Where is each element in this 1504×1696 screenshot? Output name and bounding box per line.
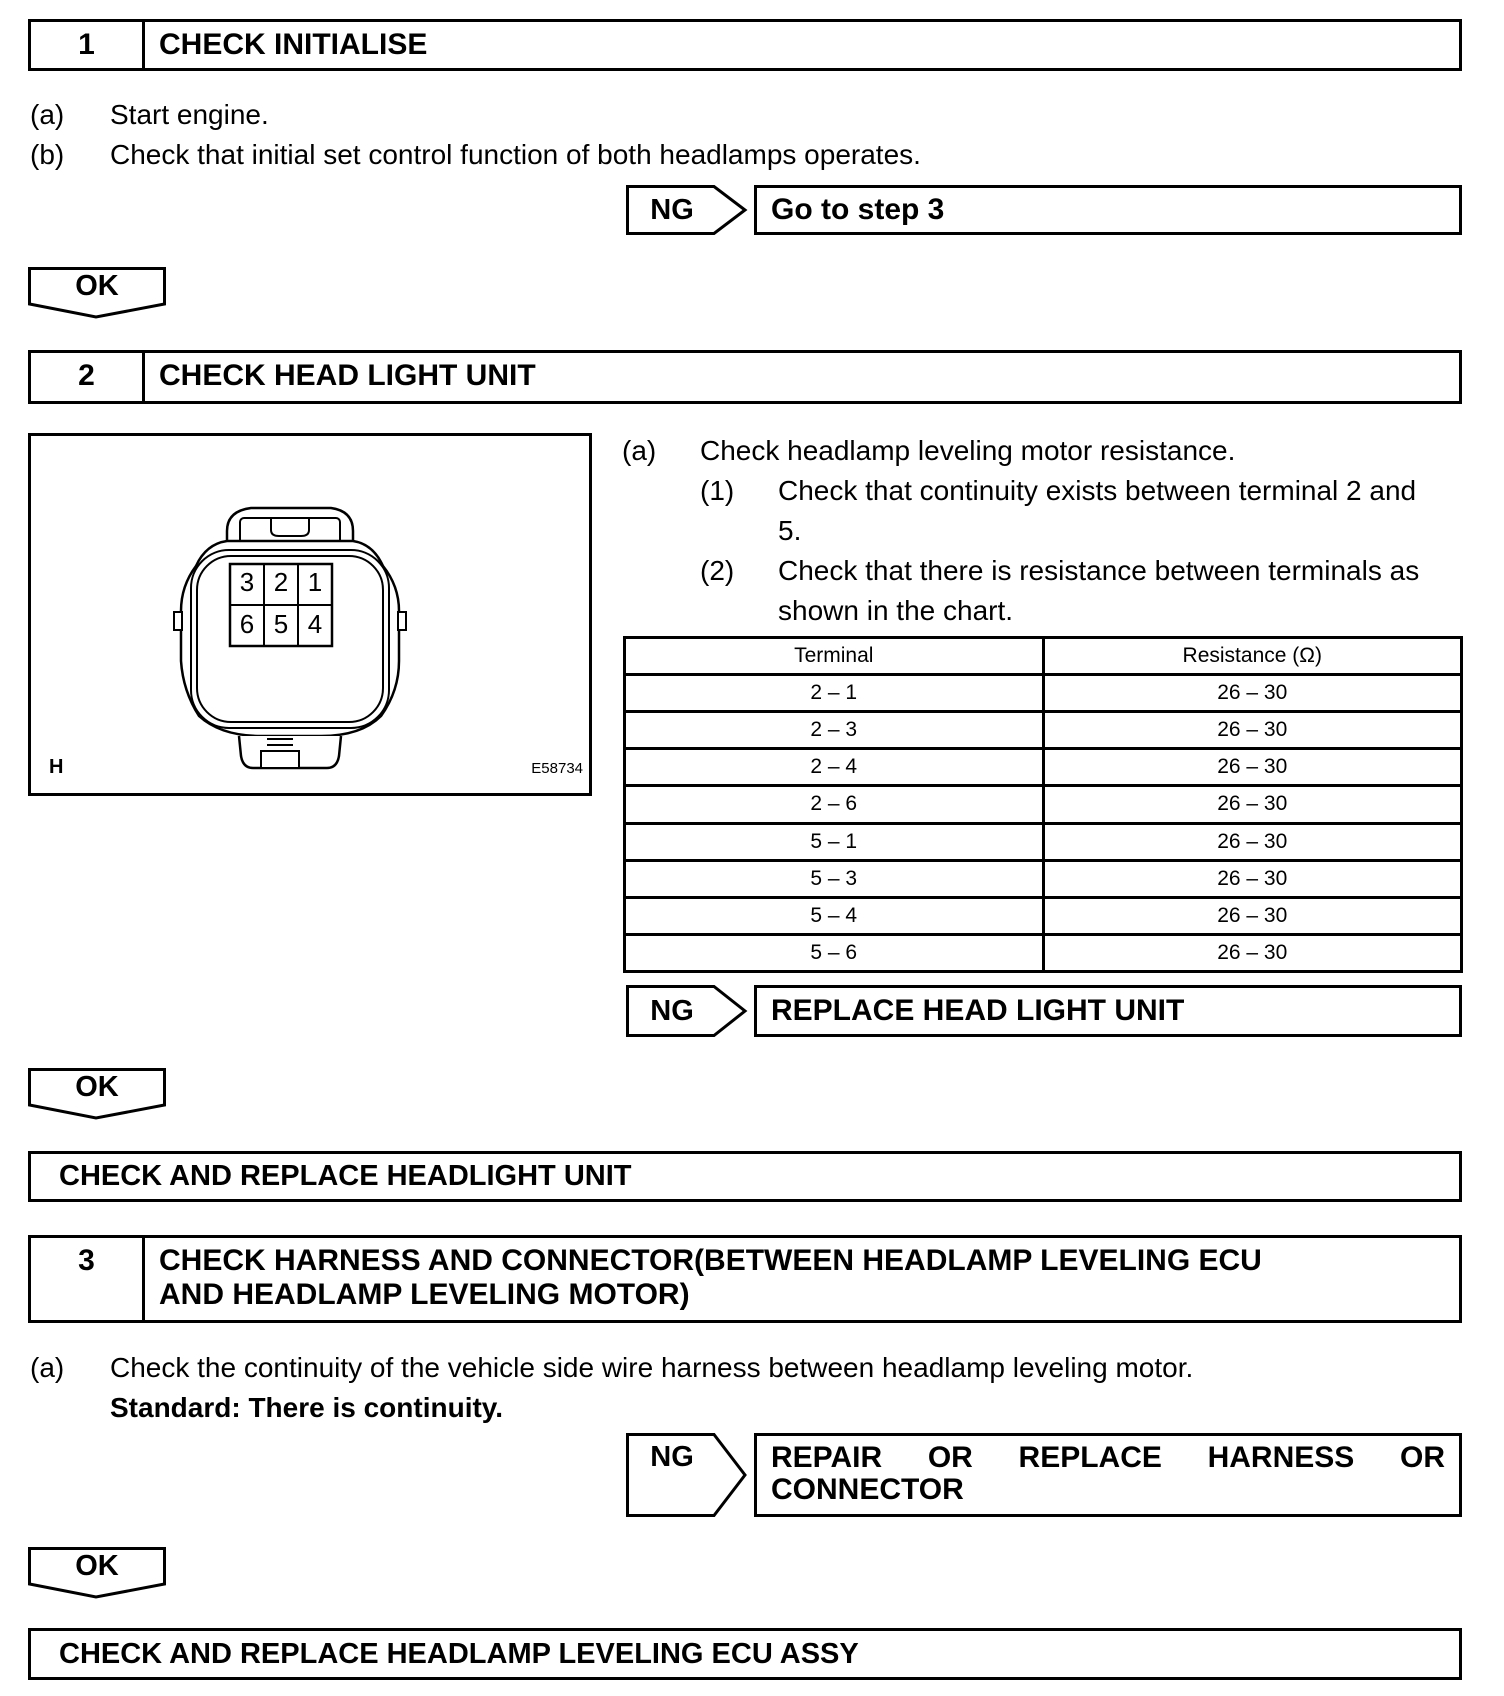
table-row (625, 786, 1462, 823)
ng-label: NG (650, 193, 694, 226)
substep-text: 5. (778, 515, 802, 546)
standard-text: Standard: There is continuity. (110, 1392, 504, 1423)
terminal-cell: 2 – 3 (625, 712, 1044, 749)
resistance-cell: 26 – 30 (1043, 934, 1462, 971)
step-2-header (28, 350, 1462, 404)
substep-text: Check that continuity exists between terminal 2 and (778, 475, 1417, 506)
step-number: 2 (31, 353, 145, 401)
instruction-text: Check the continuity of the vehicle side wire harness between headlamp leveling motor. (110, 1352, 1194, 1383)
ng-result-text: REPLACE HEAD LIGHT UNIT (771, 994, 1185, 1027)
terminal-3: 3 (239, 567, 255, 597)
terminal-6: 6 (239, 609, 255, 639)
step-title: CHECK INITIALISE (159, 28, 428, 61)
diagram-corner-label: H (49, 756, 64, 778)
table-row (625, 860, 1462, 897)
resistance-cell: 26 – 30 (1043, 749, 1462, 786)
end-action-box[interactable] (28, 1151, 1462, 1202)
connector-diagram (28, 433, 592, 796)
ok-label: OK (75, 270, 119, 302)
substep-text: shown in the chart. (778, 595, 1014, 626)
instruction-text: Start engine. (110, 99, 269, 130)
instruction-label: (a) (622, 435, 657, 466)
ng-result-line-2: CONNECTOR (771, 1473, 964, 1506)
ok-label: OK (75, 1550, 119, 1582)
terminal-cell: 5 – 6 (625, 934, 1044, 971)
ok-label: OK (75, 1071, 119, 1103)
substep-label: (1) (700, 475, 735, 506)
ng-result-box[interactable] (754, 985, 1462, 1037)
ng-result-line-1 (771, 1442, 1445, 1474)
resistance-cell: 26 – 30 (1043, 860, 1462, 897)
step-title (145, 1238, 1459, 1320)
terminal-cell: 5 – 1 (625, 823, 1044, 860)
table-row (625, 897, 1462, 934)
table-header-row (625, 638, 1462, 675)
step-title-line: AND HEADLAMP LEVELING MOTOR) (159, 1278, 690, 1311)
terminal-5: 5 (273, 609, 289, 639)
step-title-line: CHECK HARNESS AND CONNECTOR(BETWEEN HEADLAMP LEVELING ECU (159, 1244, 1262, 1277)
table-row (625, 712, 1462, 749)
terminal-cell: 2 – 4 (625, 749, 1044, 786)
terminal-cell: 5 – 3 (625, 860, 1044, 897)
ng-result-word: OR (1400, 1441, 1445, 1474)
ng-result-box[interactable] (754, 1433, 1462, 1517)
terminal-1: 1 (307, 567, 323, 597)
ng-label: NG (650, 1441, 694, 1473)
instruction-label: (b) (30, 139, 65, 170)
terminal-cell: 2 – 6 (625, 786, 1044, 823)
step-title: CHECK HEAD LIGHT UNIT (159, 359, 536, 392)
terminal-cell: 2 – 1 (625, 675, 1044, 712)
ng-result-text: Go to step 3 (771, 193, 945, 226)
ng-label: NG (650, 994, 694, 1027)
terminal-cell: 5 – 4 (625, 897, 1044, 934)
end-action-text: CHECK AND REPLACE HEADLAMP LEVELING ECU ASSY (59, 1637, 859, 1670)
instruction-label: (a) (30, 1352, 65, 1383)
resistance-cell: 26 – 30 (1043, 823, 1462, 860)
instruction-text: Check that initial set control function of both headlamps operates. (110, 139, 921, 170)
resistance-cell: 26 – 30 (1043, 786, 1462, 823)
end-action-box[interactable] (28, 1628, 1462, 1680)
instruction-a (30, 98, 64, 132)
resistance-cell: 26 – 30 (1043, 675, 1462, 712)
table-row (625, 934, 1462, 971)
column-header-terminal: Terminal (625, 638, 1044, 675)
table-row (625, 675, 1462, 712)
instruction-text: Check headlamp leveling motor resistance. (700, 435, 1236, 466)
substep-label: (2) (700, 555, 735, 586)
end-action-text: CHECK AND REPLACE HEADLIGHT UNIT (59, 1160, 632, 1192)
ng-result-word: HARNESS (1207, 1441, 1355, 1474)
step-number: 1 (31, 22, 145, 68)
terminal-2: 2 (273, 567, 289, 597)
ng-result-word: OR (927, 1441, 973, 1474)
step-number: 3 (31, 1238, 145, 1320)
figure-id: E58734 (531, 760, 583, 777)
resistance-cell: 26 – 30 (1043, 897, 1462, 934)
ng-result-box[interactable] (754, 185, 1462, 235)
table-row (625, 823, 1462, 860)
substep-text: Check that there is resistance between terminals as (778, 555, 1420, 586)
column-header-resistance: Resistance (Ω) (1043, 638, 1462, 675)
instruction-label: (a) (30, 99, 65, 130)
step-3-header (28, 1235, 1462, 1323)
resistance-cell: 26 – 30 (1043, 712, 1462, 749)
terminal-4: 4 (307, 609, 323, 639)
instruction-b (30, 138, 64, 172)
step-1-header (28, 19, 1462, 71)
ng-result-word: REPLACE (1018, 1441, 1162, 1474)
resistance-table (623, 636, 1463, 973)
table-row (625, 749, 1462, 786)
ng-result-word: REPAIR (771, 1441, 883, 1474)
